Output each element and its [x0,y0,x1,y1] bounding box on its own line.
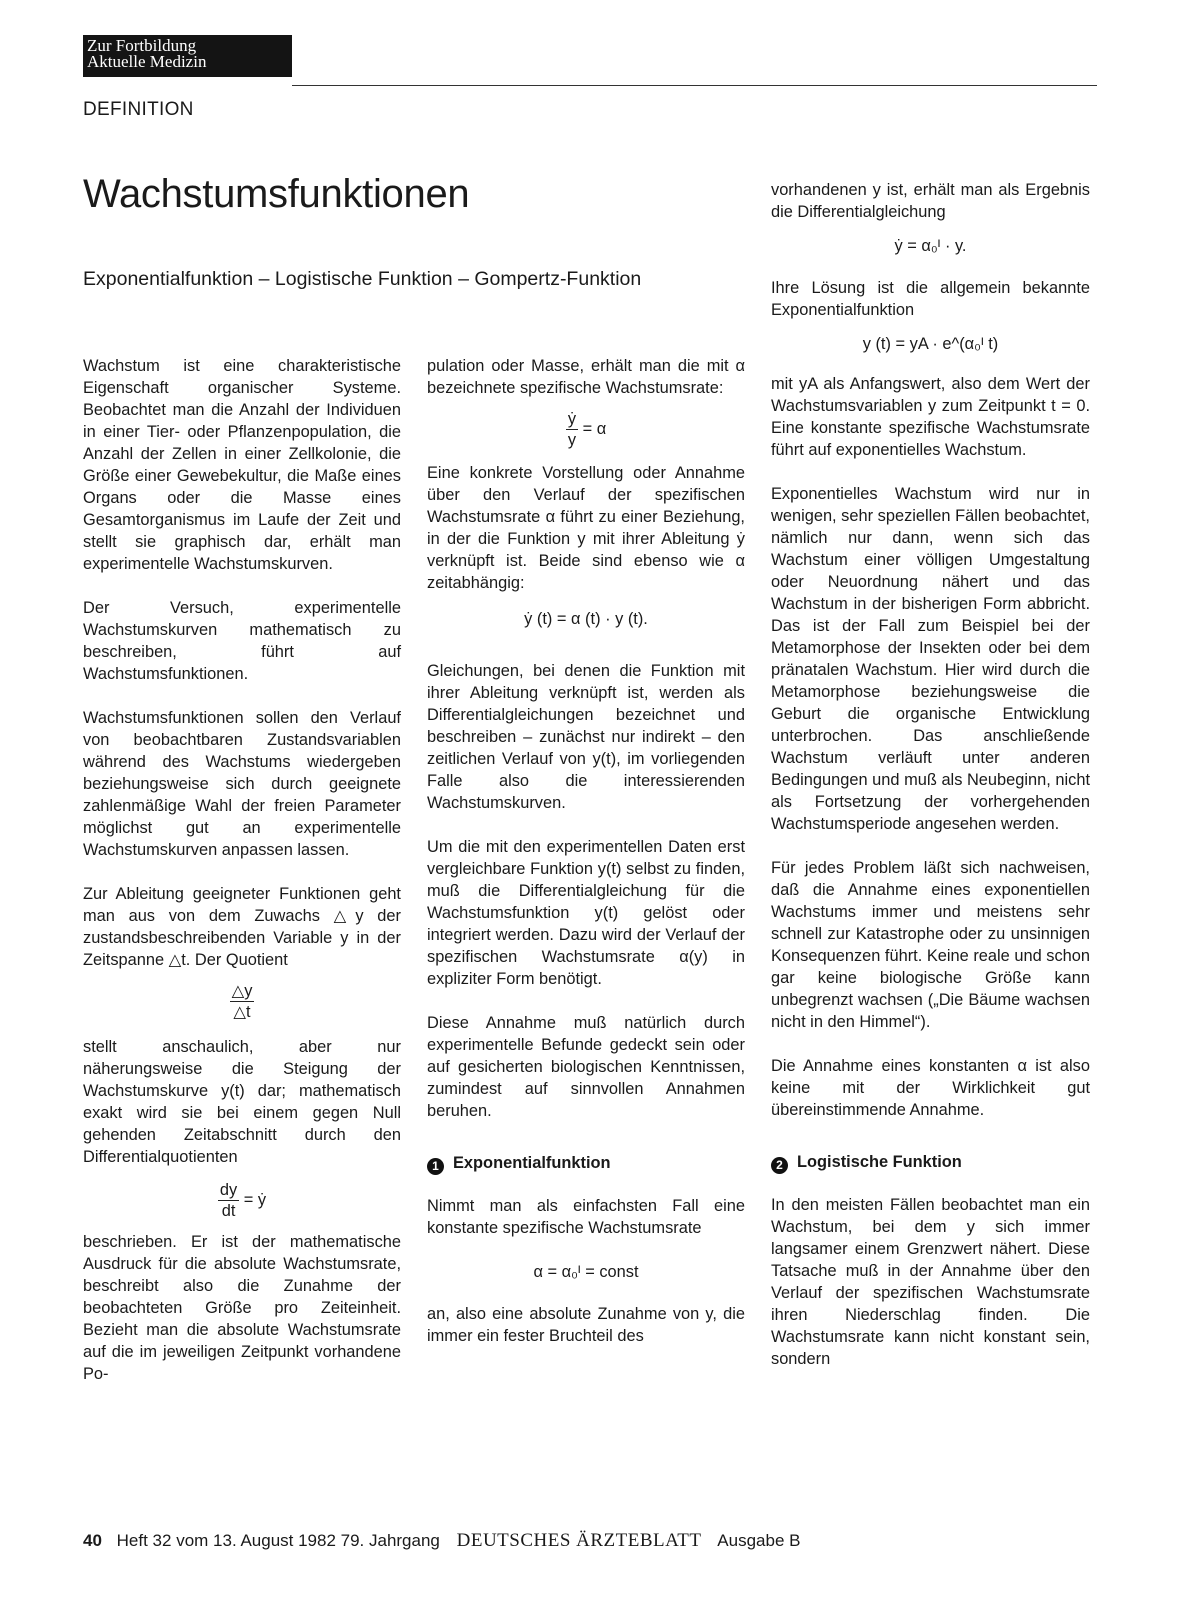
header-rule [292,85,1097,86]
paragraph: Der Versuch, experimentelle Wachstumskurven mathematisch zu beschreiben, führt auf Wachstumsfunktionen. [83,599,401,683]
equation-constant-rate: α = α₀ᴵ = const [533,1263,639,1281]
paragraph: Ihre Lösung ist die allgemein bekannte Exponentialfunktion [771,279,1090,319]
column-3 [771,179,1090,1370]
equation-specific-rate [427,409,745,450]
fraction-numerator: dy [219,1181,238,1199]
paragraph: Zur Ableitung geeigneter Funktionen geht man aus von dem Zuwachs △y der zustandsbeschreibenden Variable y in der Zeitspanne △t. Der Quotient [83,885,401,969]
column-2 [427,355,745,1347]
paragraph: mit yA als Anfangswert, also dem Wert der Wachstumsvariablen y zum Zeitpunkt t = 0. Eine konstante spezifische Wachstumsrate führt auf exponentielles Wachstum. [771,375,1090,459]
paragraph: Für jedes Problem läßt sich nachweisen, daß die Annahme eines exponentiellen Wachstums immer und meistens sehr schnell zur Katastrophe oder zu unsinnigen Konsequenzen führt. Keine reale und schon gar keine biologische Größe kann unbegrenzt wachsen („Die Bäume wachsen nicht in den Himmel“). [771,859,1090,1031]
number-1-icon: 1 [427,1158,444,1175]
paragraph: vorhandenen y ist, erhält man als Ergebnis die Differentialgleichung [771,181,1090,221]
section-heading-exponential [427,1152,745,1175]
section-heading-logistic [771,1151,1090,1174]
rubric-line-1: Zur Fortbildung [87,36,197,55]
equation-difference-quotient [83,981,401,1022]
paragraph: Diese Annahme muß natürlich durch experimentelle Befunde gedeckt sein oder auf gesicherten biologischen Kenntnissen, zumindest auf sinnvollen Annahmen beruhen. [427,1014,745,1120]
page-number: 40 [83,1531,102,1550]
fraction [230,981,255,1022]
paragraph: Um die mit den experimentellen Daten erst vergleichbare Funktion y(t) selbst zu finden, muß die Differentialgleichung für die Wachstumsfunktion y(t) gelöst oder integriert werden. Dazu wird der Verlauf der spezifischen Wachstumsrate α(y) in expliziter Form benötigt. [427,838,745,988]
heading-text: Exponentialfunktion [453,1154,611,1172]
paragraph: Wachstumsfunktionen sollen den Verlauf von beobachtbaren Zustandsvariablen während des Wachstums wiedergeben beziehungsweise sich durch geeignete zahlenmäßige Wahl der freien Parameter möglichst gut an experimentelle Wachstumskurven anpassen lassen. [83,709,401,859]
column-1 [83,355,401,1385]
issue-info: Heft 32 vom 13. August 1982 79. Jahrgang [116,1531,440,1550]
paragraph: stellt anschaulich, aber nur näherungsweise die Steigung der Wachstumskurve y(t) dar; mathematisch exakt wird sie bei einem gegen Null gehenden Zeitabschnitt durch den Differentialquotienten [83,1038,401,1166]
fraction-denominator: △t [233,1003,251,1021]
equation-rhs: = α [582,419,607,438]
edition-label: Ausgabe B [717,1531,801,1550]
magazine-name: DEUTSCHES ÄRZTEBLATT [456,1530,702,1551]
page-footer [83,1530,800,1552]
paragraph: an, also eine absolute Zunahme von y, die immer ein fester Bruchteil des [427,1305,745,1345]
equation-differential: ẏ (t) = α (t) · y (t). [524,610,648,628]
paragraph: Gleichungen, bei denen die Funktion mit ihrer Ableitung verknüpft ist, werden als Differentialgleichungen bezeichnet und beschreiben – zunächst nur indirekt – den zeitlichen Verlauf von y(t), im vorliegenden Falle also die interessierenden Wachstumskurven. [427,662,745,812]
equation-derivative [83,1180,401,1221]
fraction-denominator: dt [221,1202,236,1220]
article-subtitle: Exponentialfunktion – Logistische Funktion – Gompertz-Funktion [83,268,642,290]
paragraph: In den meisten Fällen beobachtet man ein Wachstum, bei dem y sich immer langsamer einem Grenzwert nähert. Diese Tatsache muß in der Annahme über den Verlauf der spezifischen Wachstumsrate ihren Niederschlag finden. Die Wachstumsrate kann nicht konstant sein, sondern [771,1196,1090,1368]
paragraph: pulation oder Masse, erhält man die mit α bezeichnete spezifische Wachstumsrate: [427,357,745,397]
section-label: DEFINITION [83,99,194,120]
paragraph: Nimmt man als einfachsten Fall eine konstante spezifische Wachstumsrate [427,1197,745,1237]
article-title: Wachstumsfunktionen [83,172,470,216]
heading-text: Logistische Funktion [797,1153,962,1171]
paragraph: Exponentielles Wachstum wird nur in wenigen, sehr speziellen Fällen beobachtet, nämlich nur dann, wenn sich das Wachstum einer völligen Umgestaltung oder Neuordnung nähert und das Wachstum in der bisherigen Form abbricht. Das ist der Fall zum Beispiel bei der Metamorphose der Insekten oder bei dem pränatalen Wachstum. Hier wird durch die Metamorphose beziehungsweise die Geburt die organische Entwicklung unterbrochen. Das anschließende Wachstum verläuft unter anderen Bedingungen und muß als Neubeginn, nicht als Fortsetzung der vorhergehenden Wachstumsperiode angesehen werden. [771,485,1090,833]
equation-rhs: = ẏ [243,1190,267,1209]
fraction-numerator: △y [231,982,253,1000]
paragraph: Eine konkrete Vorstellung oder Annahme über den Verlauf der spezifischen Wachstumsrate α führt zu einer Beziehung, in der die Funktion y mit ihrer Ableitung ẏ verknüpft ist. Beide sind ebenso wie α zeitabhängig: [427,464,745,592]
fraction-denominator: y [567,431,577,449]
rubric-badge [83,35,292,77]
paragraph: beschrieben. Er ist der mathematische Ausdruck für die absolute Wachstumsrate, beschreibt also die Zunahme der beobachteten Größe pro Zeiteinheit. Bezieht man die absolute Wachstumsrate auf die im jeweiligen Zeitpunkt vorhandene Po- [83,1233,401,1383]
fraction [218,1180,239,1221]
equation-exponential-solution: y (t) = yA · e^(α₀ᴵ t) [862,335,999,353]
equation-exponential-de: ẏ = α₀ᴵ · y. [894,237,967,255]
paragraph: Die Annahme eines konstanten α ist also keine mit der Wirklichkeit gut übereinstimmende Annahme. [771,1057,1090,1119]
number-2-icon: 2 [771,1157,788,1174]
rubric-line-2: Aktuelle Medizin [87,52,207,71]
fraction-numerator: ẏ [567,410,577,428]
paragraph: Wachstum ist eine charakteristische Eigenschaft organischer Systeme. Beobachtet man die Anzahl der Individuen in einer Tier- oder Pflanzenpopulation, die Anzahl der Zellen in einer Zellkolonie, die Größe einer Gewebekultur, die Maße eines Organs oder die Masse eines Gesamtorganismus im Laufe der Zeit und stellt sie graphisch dar, erhält man experimentelle Wachstumskurven. [83,357,401,573]
fraction [566,409,578,450]
